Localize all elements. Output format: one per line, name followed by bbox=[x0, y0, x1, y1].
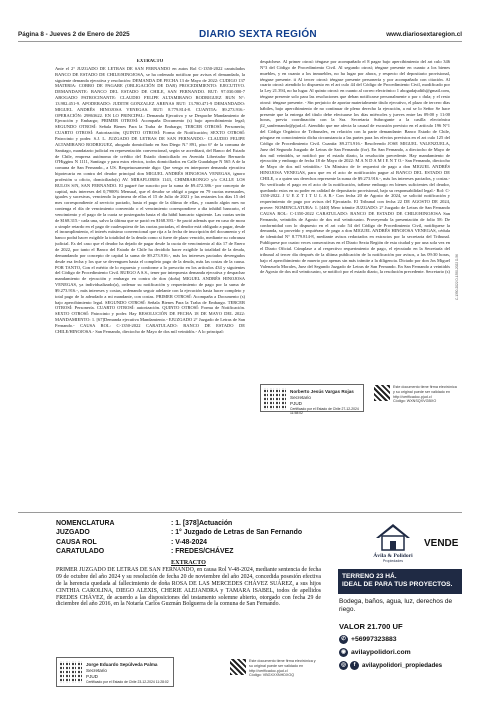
ad-description: Bodega, baños, agua, luz, derechos de riego. bbox=[339, 598, 453, 613]
signer-role: Secretario bbox=[86, 668, 107, 673]
instagram-icon: ◎ bbox=[339, 661, 348, 670]
signer-date: Certificado por el Estado de Chile 23-12-2024 11:28:02 bbox=[86, 680, 169, 684]
signer-role: Secretario bbox=[290, 395, 311, 400]
signer-org: PJUD bbox=[86, 674, 98, 679]
brand-name: Ávila & Polidori bbox=[373, 553, 413, 559]
page-number: Página 8 - Jueves 2 de Enero de 2025 bbox=[18, 31, 130, 38]
signer-date: Certificado por el Estado de Chile 27-12-2024 11:58:02 bbox=[290, 407, 359, 415]
qr-code-icon bbox=[230, 659, 246, 675]
notice2-fields bbox=[56, 519, 321, 556]
verification-note-1 bbox=[374, 385, 458, 404]
field-row: NOMENCLATURA : 1. [378]Actuación bbox=[56, 520, 233, 527]
field-row: CAUSA ROL : V-48-2024 bbox=[56, 538, 208, 546]
ad-headline: VENDE bbox=[424, 538, 459, 549]
signature-stamp-2 bbox=[56, 657, 174, 687]
verification-text: Este documento tiene firma electrónica y su original puede ser validado en http://verificadoc.pjud.cl bbox=[393, 385, 457, 399]
field-row: CARATULADO : FREDES/CHÁVEZ bbox=[56, 547, 234, 555]
ad-social[interactable] bbox=[339, 661, 442, 670]
brand-sub: Propiedades bbox=[382, 559, 404, 563]
verification-code: Código: VBGXXXNHDXOQ bbox=[249, 673, 295, 678]
notice2-title: EXTRACTO bbox=[171, 559, 206, 566]
qr-code-icon bbox=[374, 385, 390, 401]
ad-highlight-box bbox=[338, 569, 462, 594]
whatsapp-icon: ✆ bbox=[339, 635, 348, 644]
notice1-column-2 bbox=[260, 59, 450, 379]
verification-note-2 bbox=[230, 659, 318, 678]
ad-box-line-1: TERRENO 23 HÁ. bbox=[342, 573, 397, 580]
notice1-text-2: despáchese. Al primer otrosí: téngase por acompañado el 8 pagar bajo apercibimiento del art culo 346 N°3 del Código de Procedimiento Civil. Al segundo otrosí; téngase presente en cuanto a los bienes muebles, y en cuanto a los inmuebles, no ha lugar por ahora, y respecto del depositario provisional, téngase presente. ii Al tercer otrosí: téngase presente personería y por acompañado con citación. Al cuarto otrosí: atendido lo dispuesto en el art culo 44 del Código de Procedimiento Civil, modificado por la Ley 21.394, no ha lugar. Al quinto otrosí: en cuanto al correo electrónico 1 abogadajudith@gmail.com, téngase presente solo para las resoluciones que deban notificarse personalmente o por c dula; y el resto otrosí: téngase presente. - Sin perjuicio de aportar materialmente título ejecutivo, el plazo de tercero días hábiles, bajo apercibimiento de no continuar de pleno derecho la ejecución, a mí se lo Señor Se hace presente que la entrega del título debe efectuarse los días miércoles y jueves entre las 09:00 y 11:00 horas, previa coordinación con la Sra. Secretaria Subrogante a la casilla electrónica jl2_sanfernando@pjud.cl. Atendido que me afecta la causal de excusión previsto en el artículo 196 N°1 del Código Orgánico de Tribunales, en relación con la parte demandante: Banco Estado de Chile, póngase en conocimiento dicha circunstancia a las partes para los efectos previstos en el art culo 125 del Código de Procedimiento Civil. Cuantía: $9.273.916.- Resolvendo JOSE MIGUEL VALENZUELA, Juez del Segundo Juzgado de Letras de San Fernando (for). En San Fernando, a dieciocho de Mayo de dos mil veintidós, se notificó por el estado diario, la resolución precedente. Hay mandamiento de ejecución y embargo de fecha 18 de Mayo de 2022: M A N D A M I E N T O.- San Fernando, dieciocho de Mayo de dos mil veintidós.- Un Ministro de fe requerirá de pago a don MIGUEL ANDRÉS HINOJOSA VENEGAS, para que en el acto de notificación pague al BANCO DEL ESTADO DE CHILE, o a quien sus derechos represente la suma de $9.273.916.-, más los intereses pactados, y costas.- No verificado el pago en el acto de la notificación, trábese embargo en bienes suficientes del deudor, quedando estos en su poder en calidad de depositario provisional, bajo su responsabilidad legal.- Rol: C-1350-2022. J U E Z T I T U L A R.- Con fecha 20 de Agosto de 2024, se solicitó notificación y requerimiento de pago por avisos del Ejecutado. El Tribunal con fecha 22 DE AGOSTO DE 2024, provee: NOMENCLATURA: 1. [440] Mero trámite JUZGADO: 2° Juzgado de Letras de San Fernando CAUSA ROL: C-1350-2022 CARATULADO: BANCO DE ESTADO DE CHILE/HINOJOSA San Fernando, veintidós de Agosto de dos mil veinticuatro. Proveyendo la presentación de folio 58: De conformidad con lo dispuesto en el art culo 54 del Código de Procedimiento Civil, notifíquese la demanda, su proveído y requiérase de pago a don MIGUEL ANDRÉS HINOJOSA VENEGAS, cédula de identidad N° 8.779.814-8, mediante avisos redactados en extractos por la secretaria del Tribunal. Publíquese por cuatro veces consecutivas en el Diario Sexta Región de esta ciudad y por una sola vez en el Diario Oficial. Cúmplase a al respectivo requerimiento de pago, el ejecutado en la Secretaría del tribunal al tercer día después de la última publicación de la notificación por avisos, a las 09:30 horas, bajo el apercibimiento de muerto por apenas sin más trámite a la diligencia. Dictado por don Jos Miguel Valenzuela Morales, Juez del Segundo Juzgado de Letras de San Fernando. En San Fernando a veintidós de Agosto de dos mil veinticuatro, se notificó por el estado diario, la resolución precedente. Secretario (s) bbox=[260, 59, 450, 275]
verification-code: Código: WXNSQXVGBXO bbox=[393, 399, 437, 404]
notice1-title: EXTRACTO bbox=[136, 59, 164, 64]
website-link[interactable]: avilaypolidori.com bbox=[351, 649, 411, 656]
notice1-text-1: Ante el 2° JUZGADO DE LETRAS DE SAN FERNANDO en autos Rol C-1350-2022 caratulados BANCO DE ESTADO DE CHILE/HINOJOSA, se ha ordenado notificar por avisos el demandado, la siguiente demanda ejecutiva y resolución: DEMANDA DE FECHA 13 de Mayo de 2022: CUDIGO 137 MATERIA: COBRO DE PAGARE (OBLIGACIÓN DE DAR) PROCEDIMIENTO: EJECUTIVO. DEMANDANTE: BANCO DEL ESTADO DE CHILE, SAN FERNANDO. RUT: 97.030.000-7 ABOGADO PATROCINANTE: CLAUDIO FELIPE ALTAMIRANO RODRIGUEZ RUN N°: 13.982.451-9. APODERADO: JUDITH GONZALEZ ARENAS RUT: 13.780.471-9 DEMANDADO: MIGUEL ANDRÉS HINOJOSA VENEGAS. RUT: 8.779.814-8. CUANTIA: $9.273.916.- OPERACIÓN: 29863622. EN LO PRINCIPAL: Demanda Ejecutiva y se Despache Mandamiento de Ejecución y Embargo; PRIMER OTROSÍ: Acompaña Documento (s) bajo apercibimiento legal; SEGUNDO OTROSÍ: Señala Bienes Para la Traba de Embargo; TERCER OTROSÍ: Personería; CUARTO OTROSÍ: Autorización; QUINTO OTROSÍ: Forma de Notificación; SEXTO OTROSÍ: Patrocinio y poder. S.J. L. JUZGADO DE LETRAS DE SAN FERNANDO.- CLAUDIO FELIPE ALTAMIRANO RODRIGUEZ, abogado domiciliado en San Diego N.º 891, piso 6° de la comuna de Santiago, mandatario judicial en representación convencional, según se acreditará, del Banco del Estado de Chile, empresa autónoma de crédito del Estado domiciliado en Avenida Libertador Bernardo O'Higgins N 1111, Santiago y para estos efectos, todos domiciliados en Calle Guadalupe N 565 A de la comuna de San Fernando., a US. Respetuosamente digo: Que vengo en interponer demanda ejecutiva hipotecaria en contra del deudor principal don MIGUEL ANDRÉS HINOJOSA VENEGAS, ignoro profesión u oficio, domiciliado(s) AV. MIRAFLORES 1143, CHIMBARONGO y/o CALLE LOS RULOS S/N, SAN FERNANDO. El pagaré fue suscrito por la suma de $9.472.386.- por concepto de capital, más intereses del 0,7900% Mensual, que el deudor se obligó a pagar en 79 cuotas mensuales, iguales y sucesivas, venciendo la primera de ellas el 15 de Julio de 2021 y las restantes los días 15 del mes correspondiente al servicio pactado, hasta el pago de la última de ellas, y cuando algún mes no contenga el día de vencimiento convenido o el vencimiento correspondiere a día inhábil bancario, el vencimiento y el pago de la cuota se postergarán hasta el día hábil bancario siguiente. Las cuotas serán de $168.315.- cada una, salvo la última que se pactó en $168.393.- Se pactó además que en caso de mora o simple retardo en el pago de cualesquiera de las cuotas pactadas, el deudor está obligado a pagar, desde el incumplimiento, el interés máximo convencional que rija a la fecha de inscripción del documento y el banco podrá hacer exigible la totalidad de la deuda como si fuere de plazo vencido, mediante su cobranza judicial. Es del caso que el deudor ha dejado de pagar desde la cuota de vencimiento al día 17 de Enero de 2022, por tanto el Banco del Estado de Chile ha decidido hacer exigible la totalidad de la deuda, demandando por concepto de capital la suma de $9.273.916.-, más los intereses pactados devengados desde esa fecha y los que se devenguen hasta el completo pago de la deuda, más las costas de la causa. POR TANTO, Con el mérito de lo expuesto y conforme a lo prescrito en los artículos 434 y siguientes del Código de Procedimiento Civil. RUEGO A S.S., tener por interpuesta demanda ejecutiva y despachar mandamiento de ejecución y embargo en contra de don (doña) MIGUEL ANDRÉS HINOJOSA VENEGAS, ya individualizado(a), ordenar su notificación y requerimiento de pago por la suma de $9.273.916.-, más intereses y costas, ordenando seguir adelante con la ejecución hasta hacer completo y total pago de lo adeudado a mi mandante, con costas. PRIMER OTROSÍ: Acompaña a Documento (s) bajo apercibimiento legal. SEGUNDO OTROSÍ: Señala Bienes Para la Traba de Embargo. TERCER OTROSÍ: Personería. CUARTO OTROSÍ: autorización. QUINTO OTROSÍ: Forma de Notificación. SEXTO OTROSÍ: Patrocinio y poder. Hay RESOLUCIÓN DE FECHA 18 DE MAYO DEL 2022: MANDAMIENTO: 1. [67]Demanda ejecutiva Mandamiento.- EJUZGADO 2° Juzgado de Letras de San Fernando.- CAUSA ROL: C-1350-2022 CARATULADO: BANCO DE ESTADO DE CHILE/HINOJOSA.- San Fernando, dieciocho de Mayo de dos mil veintidós.- A lo principal: bbox=[55, 65, 245, 334]
signer-name: Norberto Jesús Vargas Rojas bbox=[290, 389, 354, 394]
field-row: JUZGADO : 1° Juzgado de Letras de San Fernando bbox=[56, 529, 303, 537]
side-identifier: C-1350-2022 D-1350-2022 D-56 bbox=[455, 254, 459, 300]
page-header bbox=[18, 28, 462, 42]
notice2-text: PRIMER JUZGADO DE LETRAS DE SAN FERNANDO, en causa Rol V-48-2024, mediante sentencia de fecha 09 de octubre del año 2024 y su resolución de fecha 20 de noviembre del año 2024, concedida posesión efectiva de la herencia quedada al fallecimiento de doña ROSA DE LAS MERCEDES CHÁVEZ SUÁREZ, a sus hijos CINTHIA CAROLINA, DIEGO ALEXIS, CHERIE ALEJANDRA y TAMARA ISABEL, todos de apellidos FREDES CHÁVEZ, de acuerdo a las disposiciones del testamento solemne abierto, otorgado con fecha 29 de diciembre del año 2016, en la Notaría Carlos Guzmán Bolguerra de la comuna de San Fernando. bbox=[56, 566, 321, 608]
web-icon: ◉ bbox=[339, 648, 348, 657]
notice1-column-1 bbox=[55, 59, 245, 454]
facebook-icon: f bbox=[350, 661, 359, 670]
notice2-body bbox=[56, 560, 321, 608]
section-divider bbox=[18, 512, 462, 513]
ad-website[interactable] bbox=[339, 648, 411, 657]
signature-stamp-1 bbox=[260, 384, 364, 415]
newspaper-url[interactable]: www.diariosextaregion.cl bbox=[386, 31, 462, 38]
signer-name: Jorge Eduardo Sepúlveda Palma bbox=[86, 662, 158, 667]
real-estate-ad[interactable] bbox=[338, 520, 462, 670]
ad-box-line-2: IDEAL DE PARA TUS PROYECTOS. bbox=[342, 581, 453, 589]
house-logo-icon bbox=[370, 520, 416, 564]
phone-number[interactable]: +56997323883 bbox=[351, 636, 397, 643]
signer-org: PJUD bbox=[290, 401, 302, 406]
verification-text: Este documento tiene firma electrónica y su original puede ser validado en http://verificadoc.pjud.cl bbox=[249, 659, 316, 673]
social-handle[interactable]: avilaypolidori_propiedades bbox=[362, 662, 443, 669]
ad-phone[interactable] bbox=[339, 635, 397, 644]
ad-price: VALOR 21.700 UF bbox=[339, 622, 403, 631]
newspaper-name: DIARIO SEXTA REGIÓN bbox=[199, 29, 317, 40]
